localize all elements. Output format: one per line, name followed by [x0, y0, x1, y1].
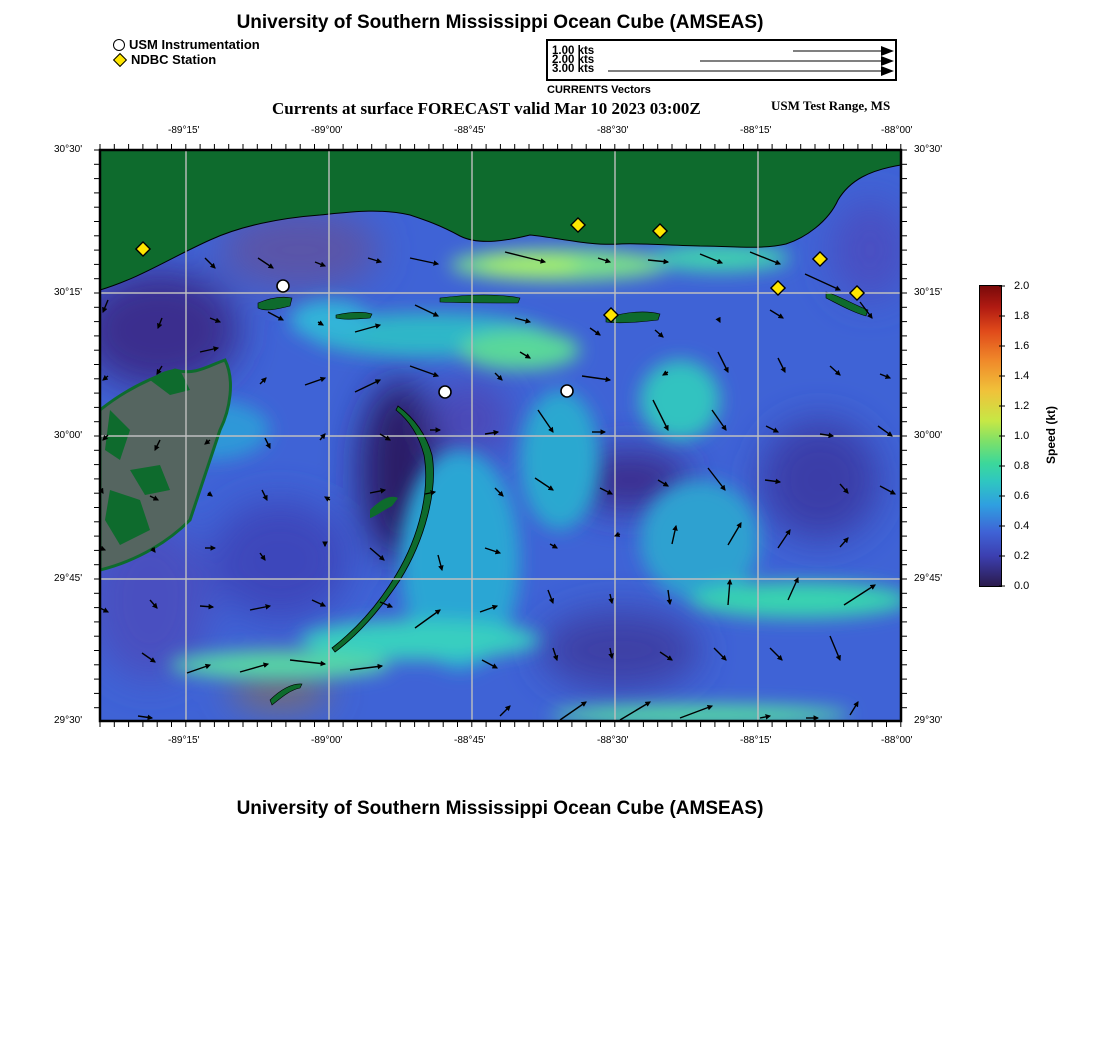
lon-tick-bottom: -89°15': [168, 735, 200, 746]
colorbar-ticks: [999, 280, 1011, 592]
lon-tick-top: -89°15': [168, 125, 200, 136]
lat-tick-left: 29°45': [54, 573, 83, 584]
page-title: University of Southern Mississippi Ocean Cube (AMSEAS): [236, 12, 764, 33]
usm-station-marker[interactable]: [561, 385, 573, 397]
colorbar-tick: 1.0: [1014, 430, 1030, 442]
lon-tick-bottom: -88°30': [597, 735, 629, 746]
lon-tick-top: -89°00': [311, 125, 343, 136]
lat-tick-left: 30°30': [54, 144, 83, 155]
current-vector-arrow: [200, 606, 213, 607]
colorbar-tick: 1.8: [1014, 310, 1030, 322]
usm-station-marker[interactable]: [277, 280, 289, 292]
map-subtitle: Currents at surface FORECAST valid Mar 10 2023 03:00Z: [272, 99, 701, 118]
colorbar-tick: 0.2: [1014, 550, 1030, 562]
legend-ndbc-label: NDBC Station: [131, 52, 217, 67]
lon-tick-top: -88°00': [881, 125, 913, 136]
speed-field: [80, 150, 910, 725]
vector-key-1: 1.00 kts: [552, 45, 595, 57]
lat-tick-left: 30°00': [54, 430, 83, 441]
lon-tick-bottom: -88°45': [454, 735, 486, 746]
colorbar-tick: 0.8: [1014, 460, 1030, 472]
lon-tick-top: -88°45': [454, 125, 486, 136]
lat-tick-right: 30°00': [914, 430, 943, 441]
legend-usm-label: USM Instrumentation: [129, 37, 260, 52]
colorbar-tick: 0.0: [1014, 580, 1030, 592]
lon-tick-bottom: -89°00': [311, 735, 343, 746]
lat-tick-left: 29°30': [54, 715, 83, 726]
lon-tick-bottom: -88°15': [740, 735, 772, 746]
lon-tick-top: -88°30': [597, 125, 629, 136]
vector-key-3: 3.00 kts: [552, 63, 595, 75]
colorbar-label: Speed (kt): [1044, 406, 1058, 465]
lat-tick-right: 30°30': [914, 144, 943, 155]
lon-tick-bottom: -88°00': [881, 735, 913, 746]
footer-title: University of Southern Mississippi Ocean Cube (AMSEAS): [236, 798, 764, 819]
colorbar-tick: 0.6: [1014, 490, 1030, 502]
region-label: USM Test Range, MS: [771, 98, 891, 113]
colorbar-tick: 1.4: [1014, 370, 1030, 382]
colorbar-tick: 1.6: [1014, 340, 1030, 352]
lat-tick-right: 29°30': [914, 715, 943, 726]
lat-tick-right: 30°15': [914, 287, 943, 298]
lat-tick-left: 30°15': [54, 287, 83, 298]
colorbar-tick: 2.0: [1014, 280, 1030, 292]
colorbar-tick: 1.2: [1014, 400, 1030, 412]
vector-key-2: 2.00 kts: [552, 54, 595, 66]
lon-tick-top: -88°15': [740, 125, 772, 136]
vector-key-caption: CURRENTS Vectors: [547, 84, 651, 96]
lat-tick-right: 29°45': [914, 573, 943, 584]
colorbar-tick: 0.4: [1014, 520, 1030, 532]
usm-station-marker[interactable]: [439, 386, 451, 398]
